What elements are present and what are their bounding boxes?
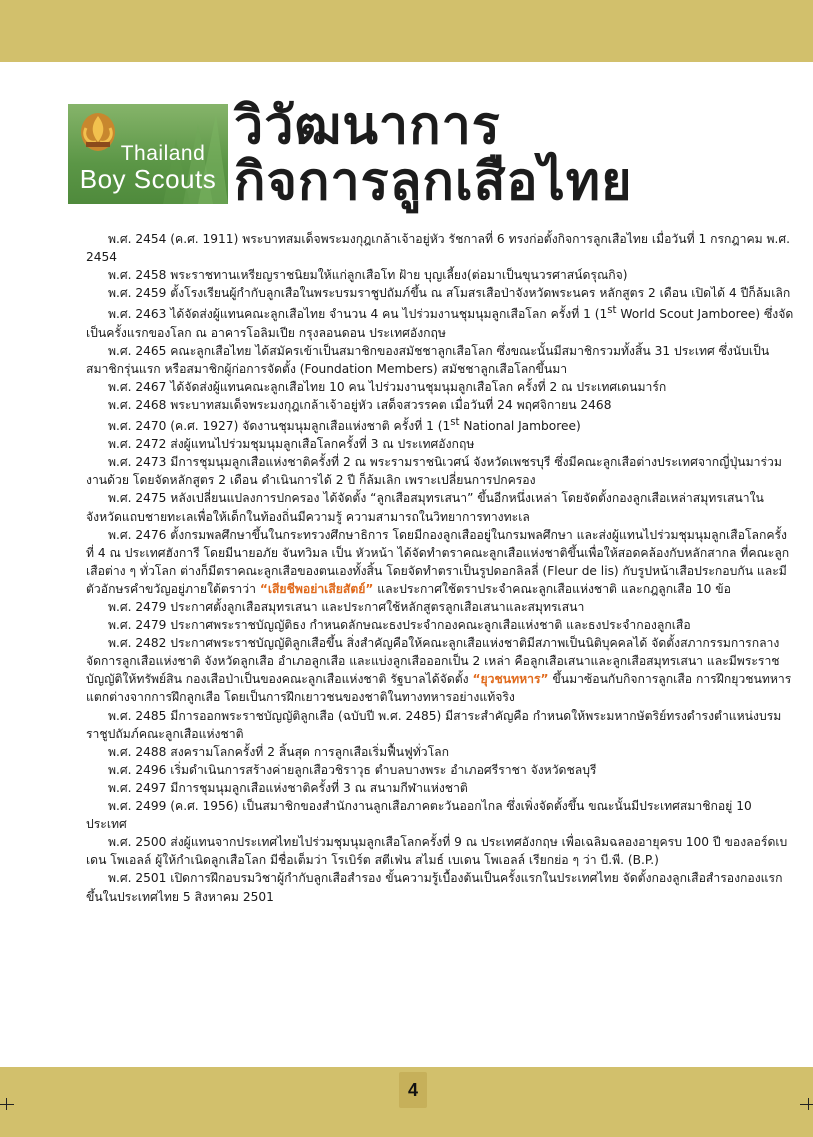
paragraph-1957: พ.ศ. 2500 ส่งผู้แทนจากประเทศไทยไปร่วมชุมนุมลูกเสือโลกครั้งที่ 9 ณ ประเทศอังกฤษ เพื่อเฉลิมฉลองอายุครบ 100 ปี ของลอร์ดเบเดน โพเอลล์ ผู้ให้กำเนิดลูกเสือโลก มีชื่อเต็มว่า โรเบิร์ต สตีเฟ่น สไมธ์ เบเดน โพเอลล์ เรียกย่อ ๆ ว่า บี.พี. (B.P.) (86, 835, 788, 868)
crop-mark (0, 1104, 14, 1105)
paragraph-1922: พ.ศ. 2465 คณะลูกเสือไทย ได้สมัครเข้าเป็นสมาชิกของสมัชชาลูกเสือโลก ซึ่งขณะนั้นมีสมาชิกรวมทั้งสิ้น 31 ประเทศ ซึ่งนับเป็นสมาชิกรุ่นแรก หรือสมาชิกผู้ก่อการจัดตั้ง (Foundation Members) สมัชชาลูกเสือโลกขึ้นมา (86, 343, 770, 376)
page-number: 4 (399, 1072, 427, 1108)
title-line-2: กิจการลูกเสือไทย (234, 153, 633, 211)
paragraph-1936b: พ.ศ. 2479 ประกาศพระราชบัญญัติธง กำหนดลักษณะธงประจำกองคณะลูกเสือแห่งชาติ และธงประจำกองลูกเสือ (108, 618, 691, 633)
right-margin (806, 62, 813, 1067)
paragraph-1929: พ.ศ. 2472 ส่งผู้แทนไปร่วมชุมนุมลูกเสือโลกครั้งที่ 3 ณ ประเทศอังกฤษ (108, 437, 475, 452)
paragraph-1942: พ.ศ. 2485 มีการออกพระราชบัญญัติลูกเสือ (ฉบับปี พ.ศ. 2485) มีสาระสำคัญคือ กำหนดให้พระมหากษัตริย์ทรงดำรงตำแหน่งบรมราชูปถัมภ์คณะลูกเสือแห่งชาติ (86, 708, 782, 741)
paragraph-1936a: พ.ศ. 2479 ประกาศตั้งลูกเสือสมุทรเสนา และประกาศใช้หลักสูตรลูกเสือเสนาและสมุทรเสนา (108, 600, 585, 614)
paragraph-1956: พ.ศ. 2499 (ค.ศ. 1956) เป็นสมาชิกของสำนักงานลูกเสือภาคตะวันออกไกล ซึ่งเพิ่งจัดตั้งขึ้น ขณะนั้นมีประเทศสมาชิกอยู่ 10 ประเทศ (86, 799, 752, 832)
paragraph-1933: พ.ศ. 2476 ตั้งกรมพลศึกษาขึ้นในกระทรวงศึกษาธิการ โดยมีกองลูกเสืออยู่ในกรมพลศึกษา และส่งผู้แทนไปร่วมชุมนุมลูกเสือโลกครั้งที่ 4 ณ ประเทศฮังการี โดยมีนายอภัย จันทวิมล เป็น หัวหน้า ได้จัดทำตราคณะลูกเสือแห่งชาติขึ้นเพื่อให้สอดคล้องกับหลักสากล ที่คณะลูกเสือต่าง ๆ ทั่วโลก ต่างก็มีตราคณะลูกเสือของตนเองทั้งสิ้น โดยจัดทำตราเป็นรูปดอกลิลลี่ (Fleur de lis) กับรูปหน้าเสือประกอบกัน และมีตัวอักษรคำขวัญอยู่ภายใต้ตราว่า “เสียชีพอย่าเสียสัตย์” และประกาศใช้ตราประจำคณะลูกเสือแห่งชาติ และกฎลูกเสือ 10 ข้อ (86, 527, 790, 596)
paragraph-1953: พ.ศ. 2496 เริ่มดำเนินการสร้างค่ายลูกเสือวชิราวุธ ตำบลบางพระ อำเภอศรีราชา จังหวัดชลบุรี (108, 762, 597, 777)
page-title (234, 98, 633, 210)
youth-soldier-highlight: “ยุวชนทหาร” (472, 672, 549, 687)
paragraph-1939: พ.ศ. 2482 ประกาศพระราชบัญญัติลูกเสือขึ้น สิ่งสำคัญคือให้คณะลูกเสือแห่งชาติมีสภาพเป็นนิติบุคคลได้ จัดตั้งสภากรรมการกลางจัดการลูกเสือแห่งชาติ จังหวัดลูกเสือ อำเภอลูกเสือ และแบ่งลูกเสือออกเป็น 2 เหล่า คือลูกเสือเสนาและลูกเสือสมุทรเสนา และมีพระราชบัญญัติให้ทรัพย์สิน กองเสือป่าเป็นของคณะลูกเสือแห่งชาติ รัฐบาลได้จัดตั้ง “ยุวชนทหาร” ขึ้นมาซ้อนกับกิจการลูกเสือ การฝึกยุวชนทหารแตกต่างจากการฝึกลูกเสือ โดยเป็นการฝึกเยาวชนของชาติในทางทหารอย่างแท้จริง (86, 636, 792, 705)
paragraph-1911: พ.ศ. 2454 (ค.ศ. 1911) พระบาทสมเด็จพระมงกุฎเกล้าเจ้าอยู่หัว รัชกาลที่ 6 ทรงก่อตั้งกิจการลูกเสือไทย เมื่อวันที่ 1 กรกฎาคม พ.ศ. 2454 (86, 232, 791, 265)
title-line-1: วิวัฒนาการ (234, 97, 501, 155)
crop-mark (800, 1104, 813, 1105)
logo-text-thailand: Thailand (120, 142, 206, 165)
paragraph-1915: พ.ศ. 2458 พระราชทานเหรียญราชนิยมให้แก่ลูกเสือโท ฝ้าย บุญเลี้ยง(ต่อมาเป็นขุนวรศาสน์ดรุณกิจ) (108, 268, 628, 283)
paragraph-1954: พ.ศ. 2497 มีการชุมนุมลูกเสือแห่งชาติครั้งที่ 3 ณ สนามกีฬาแห่งชาติ (108, 780, 468, 795)
logo-text-boy-scouts: Boy Scouts (79, 164, 217, 194)
paragraph-1932: พ.ศ. 2475 หลังเปลี่ยนแปลงการปกครอง ได้จัดตั้ง “ลูกเสือสมุทรเสนา” ขึ้นอีกหนึ่งเหล่า โดยจัดตั้งกองลูกเสือเหล่าสมุทรเสนาในจังหวัดแถบชายทะเลเพื่อให้เด็กในท้องถิ่นมีความรู้ ความสามารถในวิทยาการทางทะเล (86, 491, 764, 524)
page (68, 62, 806, 1067)
paragraph-1920: พ.ศ. 2463 ได้จัดส่งผู้แทนคณะลูกเสือไทย จำนวน 4 คน ไปร่วมงานชุมนุมลูกเสือโลก ครั้งที่ 1 (1st World Scout Jamboree) ซึ่งจัดเป็นครั้งแรกของโลก ณ อาคารโอลิมเปีย กรุงลอนดอน ประเทศอังกฤษ (86, 305, 794, 340)
history-text (86, 230, 794, 906)
paragraph-1958: พ.ศ. 2501 เปิดการฝึกอบรมวิชาผู้กำกับลูกเสือสำรอง ขั้นความรู้เบื้องต้นเป็นครั้งแรกในประเทศไทย จัดตั้งกองลูกเสือสำรองกองแรกขึ้นในประเทศไทย 5 สิงหาคม 2501 (86, 871, 783, 904)
paragraph-1925: พ.ศ. 2468 พระบาทสมเด็จพระมงกุฎเกล้าเจ้าอยู่หัว เสด็จสวรรคต เมื่อวันที่ 24 พฤศจิกายน 2468 (108, 397, 612, 412)
paragraph-1927: พ.ศ. 2470 (ค.ศ. 1927) จัดงานชุมนุมลูกเสือแห่งชาติ ครั้งที่ 1 (1st National Jamboree) (108, 417, 581, 434)
thailand-boy-scouts-logo (68, 104, 228, 204)
motto-highlight: “เสียชีพอย่าเสียสัตย์” (259, 581, 374, 596)
left-margin (0, 62, 68, 1067)
top-band (0, 0, 813, 62)
paragraph-1916: พ.ศ. 2459 ตั้งโรงเรียนผู้กำกับลูกเสือในพระบรมราชูปถัมภ์ขึ้น ณ สโมสรเสือป่าจังหวัดพระนคร หลักสูตร 2 เดือน เปิดได้ 4 ปีก็ล้มเลิก (108, 286, 791, 301)
paragraph-1930: พ.ศ. 2473 มีการชุมนุมลูกเสือแห่งชาติครั้งที่ 2 ณ พระรามราชนิเวศน์ จังหวัดเพชรบุรี ซึ่งมีคณะลูกเสือต่างประเทศจากญี่ปุ่นมาร่วมงานด้วย โดยจัดหลักสูตร 2 เดือน ดำเนินการได้ 2 ปี ก็ล้มเลิก เพราะเปลี่ยนการปกครอง (86, 455, 782, 488)
paragraph-1924: พ.ศ. 2467 ได้จัดส่งผู้แทนคณะลูกเสือไทย 10 คน ไปร่วมงานชุมนุมลูกเสือโลก ครั้งที่ 2 ณ ประเทศเดนมาร์ก (108, 379, 667, 394)
paragraph-1945: พ.ศ. 2488 สงครามโลกครั้งที่ 2 สิ้นสุด การลูกเสือเริ่มฟื้นฟูทั่วโลก (108, 744, 449, 759)
